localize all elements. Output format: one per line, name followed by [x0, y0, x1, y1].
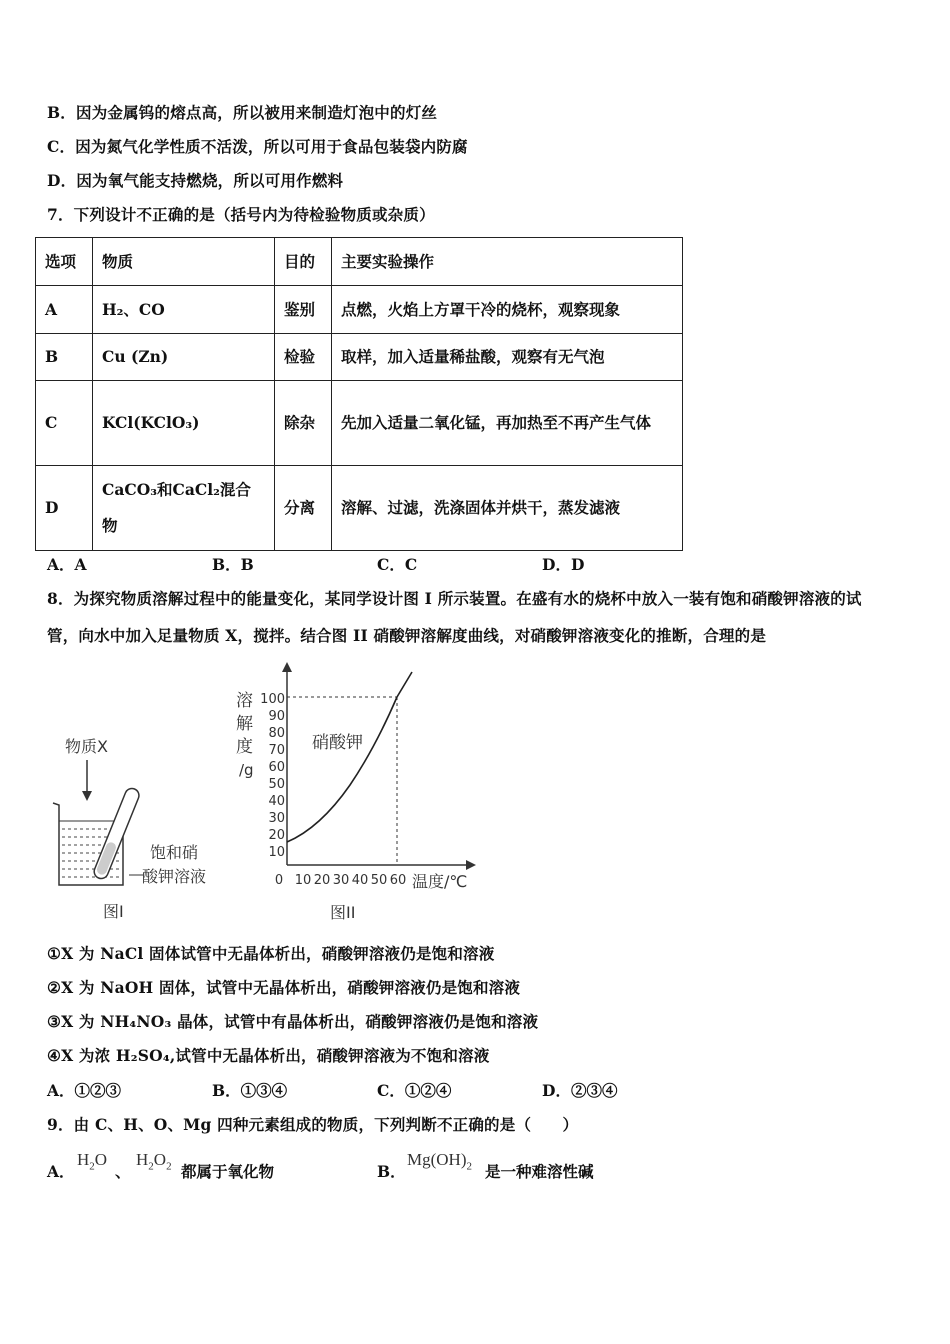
- x-tick-10: 10: [294, 873, 312, 888]
- xlabel-temperature: 温度/℃: [412, 872, 468, 891]
- q9-choices: [47, 1150, 847, 1186]
- y-tick-60: 60: [268, 760, 285, 775]
- header-option: 选项: [36, 238, 93, 286]
- row-d-purpose: 分离: [275, 466, 332, 551]
- ylabel-char-3: 度: [236, 737, 253, 757]
- ylabel-char-1: 溶: [236, 691, 253, 711]
- q7-choice-a[interactable]: A．A: [47, 555, 87, 574]
- ylabel-unit: /g: [239, 761, 254, 779]
- y-tick-50: 50: [268, 777, 285, 792]
- q7-choice-d[interactable]: D．D: [542, 555, 585, 574]
- q8-item-3: ③X 为 NH₄NO₃ 晶体，试管中有晶体析出，硝酸钾溶液仍是饱和溶液: [47, 1012, 539, 1031]
- formula-h2o2: $H_2O_2$: [136, 1150, 172, 1173]
- table-row: [36, 334, 683, 381]
- y-tick-30: 30: [268, 811, 285, 826]
- row-b-substance: Cu (Zn): [93, 334, 275, 381]
- row-a-purpose: 鉴别: [275, 286, 332, 334]
- x-tick-0: 0: [274, 873, 284, 888]
- figure-2-caption: 图II: [330, 903, 356, 922]
- y-axis-arrow-icon: [282, 662, 292, 672]
- q6-option-d: D．因为氧气能支持燃烧，所以可用作燃料: [47, 171, 344, 190]
- q9-choice-b-text: 是一种难溶性碱: [485, 1162, 594, 1181]
- q7-choice-b[interactable]: B．B: [212, 555, 254, 574]
- q8-choices: [47, 1079, 747, 1101]
- x-tick-30: 30: [332, 873, 350, 888]
- q8-stem-line2: 管，向水中加入足量物质 X，搅拌。结合图 II 硝酸钾溶解度曲线，对硝酸钾溶液变化的推断，合理的是: [47, 626, 767, 645]
- test-tube: [92, 786, 141, 880]
- y-tick-70: 70: [268, 743, 285, 758]
- formula-h2o: $H_2O$: [77, 1150, 108, 1173]
- y-tick-100: 100: [260, 692, 285, 707]
- arrow-head-icon: [82, 791, 92, 801]
- q8-choice-c[interactable]: C．①②④: [377, 1081, 452, 1100]
- q6-option-c: C．因为氮气化学性质不活泼，所以可用于食品包装袋内防腐: [47, 137, 468, 156]
- q7-stem: 7．下列设计不正确的是（括号内为待检验物质或杂质）: [47, 205, 435, 224]
- formula-mgoh2: $Mg(OH)_2$: [407, 1150, 472, 1173]
- row-b-option: B: [36, 334, 93, 381]
- table-row: [36, 381, 683, 466]
- curve-label: 硝酸钾: [312, 733, 363, 753]
- q8-stem-line1: 8．为探究物质溶解过程中的能量变化，某同学设计图 I 所示装置。在盛有水的烧杯中放入一装有饱和硝酸钾溶液的试: [47, 589, 862, 608]
- row-a-operation: 点燃，火焰上方罩干冷的烧杯，观察现象: [332, 286, 683, 334]
- q9-choice-b-label[interactable]: B．: [377, 1162, 406, 1181]
- table-row: [36, 466, 683, 551]
- row-a-substance: H₂、CO: [93, 286, 275, 334]
- q9-choice-a-separator: 、: [115, 1162, 131, 1181]
- row-c-operation: 先加入适量二氧化锰，再加热至不再产生气体: [332, 381, 683, 466]
- row-b-operation: 取样，加入适量稀盐酸，观察有无气泡: [332, 334, 683, 381]
- q7-table: [35, 237, 683, 551]
- y-tick-80: 80: [268, 726, 285, 741]
- q8-choice-a[interactable]: A．①②③: [47, 1081, 122, 1100]
- table-header-row: [36, 238, 683, 286]
- table-row: [36, 286, 683, 334]
- y-tick-10: 10: [268, 845, 285, 860]
- q7-choices: [47, 553, 747, 575]
- header-purpose: 目的: [275, 238, 332, 286]
- q9-choice-a-label[interactable]: A．: [47, 1162, 75, 1181]
- label-substance-x: 物质X: [65, 737, 108, 756]
- row-c-option: C: [36, 381, 93, 466]
- header-substance: 物质: [93, 238, 275, 286]
- figure-1-caption: 图I: [103, 902, 124, 921]
- y-tick-20: 20: [268, 828, 285, 843]
- x-axis-arrow-icon: [466, 860, 476, 870]
- y-tick-40: 40: [268, 794, 285, 809]
- row-d-substance: CaCO₃和CaCl₂混合物: [93, 466, 275, 551]
- label-kno3-solution: 酸钾溶液: [142, 867, 207, 886]
- ylabel-char-2: 解: [236, 714, 253, 734]
- q8-item-1: ①X 为 NaCl 固体试管中无晶体析出，硝酸钾溶液仍是饱和溶液: [47, 944, 495, 963]
- x-tick-40: 40: [351, 873, 369, 888]
- figure-1-apparatus: [45, 725, 225, 925]
- x-tick-labels: [275, 873, 406, 888]
- figure-2-solubility-chart: [230, 660, 480, 925]
- row-d-operation: 溶解、过滤，洗涤固体并烘干，蒸发滤液: [332, 466, 683, 551]
- row-d-option: D: [36, 466, 93, 551]
- q8-item-4: ④X 为浓 H₂SO₄,试管中无晶体析出，硝酸钾溶液为不饱和溶液: [47, 1046, 490, 1065]
- x-tick-20: 20: [313, 873, 331, 888]
- q8-item-2: ②X 为 NaOH 固体，试管中无晶体析出，硝酸钾溶液仍是饱和溶液: [47, 978, 521, 997]
- q8-choice-b[interactable]: B．①③④: [212, 1081, 288, 1100]
- x-tick-60: 60: [389, 873, 407, 888]
- row-a-option: A: [36, 286, 93, 334]
- row-c-purpose: 除杂: [275, 381, 332, 466]
- header-operation: 主要实验操作: [332, 238, 683, 286]
- q9-choice-a-text: 都属于氧化物: [181, 1162, 275, 1181]
- q6-option-b: B．因为金属钨的熔点高，所以被用来制造灯泡中的灯丝: [47, 103, 438, 122]
- label-saturated: 饱和硝: [150, 843, 199, 862]
- y-tick-labels: [260, 692, 285, 860]
- row-b-purpose: 检验: [275, 334, 332, 381]
- q7-choice-c[interactable]: C．C: [377, 555, 418, 574]
- x-tick-50: 50: [370, 873, 388, 888]
- q9-stem: 9．由 C、H、O、Mg 四种元素组成的物质，下列判断不正确的是（ ）: [47, 1115, 579, 1134]
- q8-choice-d[interactable]: D．②③④: [542, 1081, 618, 1100]
- row-c-substance: KCl(KClO₃): [93, 381, 275, 466]
- y-tick-90: 90: [268, 709, 285, 724]
